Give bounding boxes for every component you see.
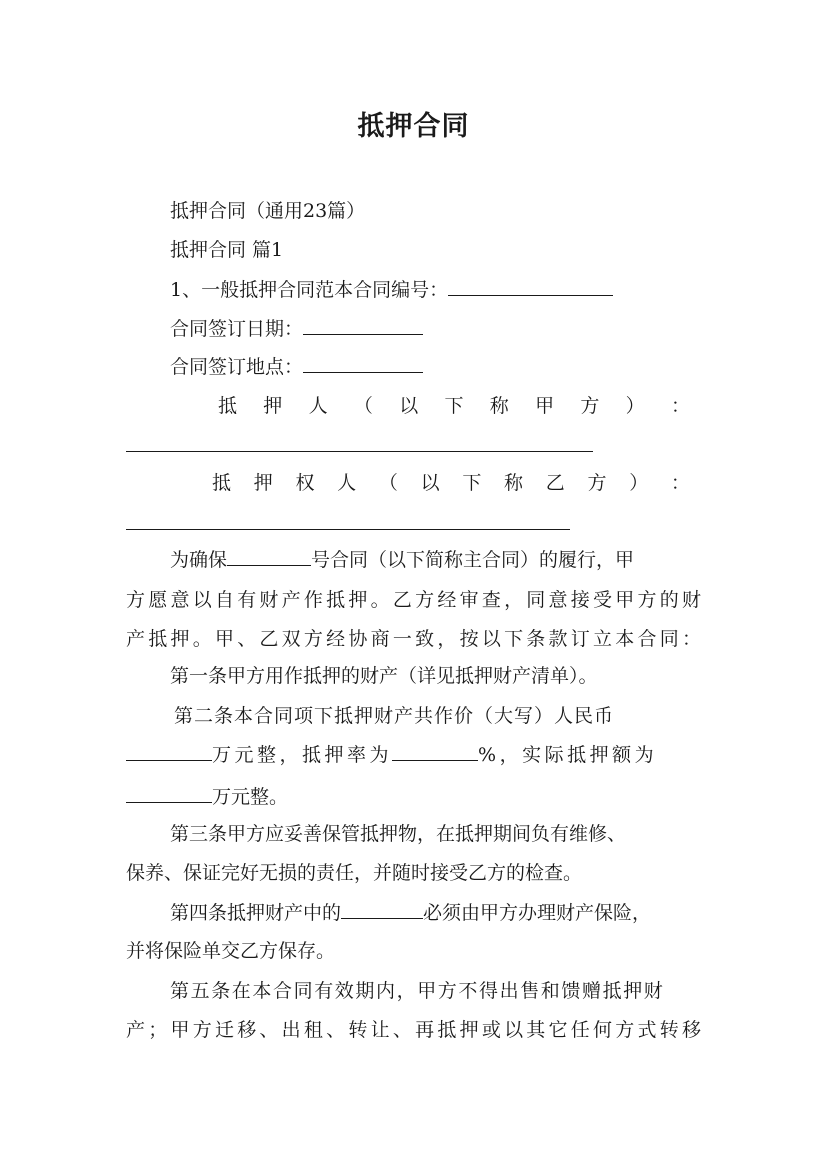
mortgagor-char: ：: [670, 395, 690, 417]
contract-number-label: 1、一般抵押合同范本合同编号：: [170, 279, 449, 301]
article5-line2: 产；甲方迁移、出租、转让、再抵押或以其它任何方式转移: [126, 1019, 701, 1041]
contract-number-line: [170, 277, 613, 302]
mortgagor-char: 人: [308, 395, 328, 417]
mortgagee-char: 以: [420, 472, 440, 494]
mortgagor-char: 下: [444, 395, 464, 417]
mortgagee-char: （: [378, 472, 398, 494]
contract-number-blank[interactable]: [448, 277, 613, 296]
para1-text-a: 为确保: [170, 549, 228, 571]
para1-line2: 方愿意以自有财产作抵押。乙方经审查，同意接受甲方的财: [126, 589, 701, 611]
mortgagor-char: 押: [263, 395, 283, 417]
mortgagor-char: 甲: [535, 395, 555, 417]
sign-date-label: 合同签订日期：: [170, 318, 304, 340]
article5-line1: 第五条在本合同有效期内，甲方不得出售和馈赠抵押财: [170, 980, 665, 1002]
article2-text-b: %，实际抵押额为: [478, 744, 658, 766]
insured-property-blank[interactable]: [341, 900, 423, 919]
article4-line1: [170, 900, 651, 925]
sign-place-blank[interactable]: [303, 354, 423, 373]
para1-line3: 产抵押。甲、乙双方经协商一致，按以下条款订立本合同：: [126, 628, 701, 650]
section-heading: 抵押合同 篇1: [170, 239, 284, 261]
article4-text-a: 第四条抵押财产中的: [170, 902, 342, 924]
mortgagor-char: 抵: [218, 395, 238, 417]
mortgagee-char: 方: [587, 472, 607, 494]
article3-line2: 保养、保证完好无损的责任，并随时接受乙方的检查。: [126, 862, 583, 884]
mortgagor-char: 称: [489, 395, 509, 417]
article3-line1: 第三条甲方应妥善保管抵押物，在抵押期间负有维修、: [170, 823, 627, 845]
mortgage-rate-blank[interactable]: [392, 742, 478, 761]
sign-date-blank[interactable]: [303, 316, 423, 335]
sign-place-line: [170, 354, 423, 379]
para1-line1: [170, 547, 634, 572]
intro-line: 抵押合同（通用23篇）: [170, 200, 366, 222]
mortgagor-blank[interactable]: [126, 451, 593, 452]
sign-place-label: 合同签订地点：: [170, 356, 304, 378]
mortgagor-char: ）: [625, 395, 645, 417]
article1: 第一条甲方用作抵押的财产（详见抵押财产清单）。: [170, 665, 598, 687]
mortgagee-char: 抵: [212, 472, 232, 494]
article4-line2: 并将保险单交乙方保存。: [126, 940, 336, 962]
article2-text-a: 万元整，抵押率为: [212, 744, 393, 766]
mortgage-amount-blank[interactable]: [126, 784, 212, 803]
article2-line3: [126, 784, 288, 809]
mortgagee-char: 下: [462, 472, 482, 494]
mortgagor-char: 以: [399, 395, 419, 417]
mortgagee-char: ：: [670, 472, 690, 494]
mortgagor-char: 方: [580, 395, 600, 417]
mortgagee-label: [212, 471, 690, 495]
article2-line2: [126, 742, 657, 767]
mortgagee-blank[interactable]: [126, 529, 570, 530]
mortgagor-char: （: [353, 395, 373, 417]
article4-text-b: 必须由甲方办理财产保险，: [423, 902, 652, 924]
main-contract-number-blank[interactable]: [227, 547, 311, 566]
document-title: 抵押合同: [357, 111, 470, 142]
valuation-blank[interactable]: [126, 742, 212, 761]
article2-line1: 第二条本合同项下抵押财产共作价（大写）人民币: [174, 705, 615, 727]
mortgagee-char: 押: [253, 472, 273, 494]
mortgagor-label: [218, 394, 690, 418]
mortgagee-char: 权: [295, 472, 315, 494]
sign-date-line: [170, 316, 423, 341]
mortgagee-char: 人: [337, 472, 357, 494]
mortgagee-char: 称: [504, 472, 524, 494]
mortgagee-char: 乙: [545, 472, 565, 494]
mortgagee-char: ）: [629, 472, 649, 494]
para1-text-b: 号合同（以下简称主合同）的履行，甲: [311, 549, 635, 571]
article2-text-c: 万元整。: [212, 786, 289, 808]
